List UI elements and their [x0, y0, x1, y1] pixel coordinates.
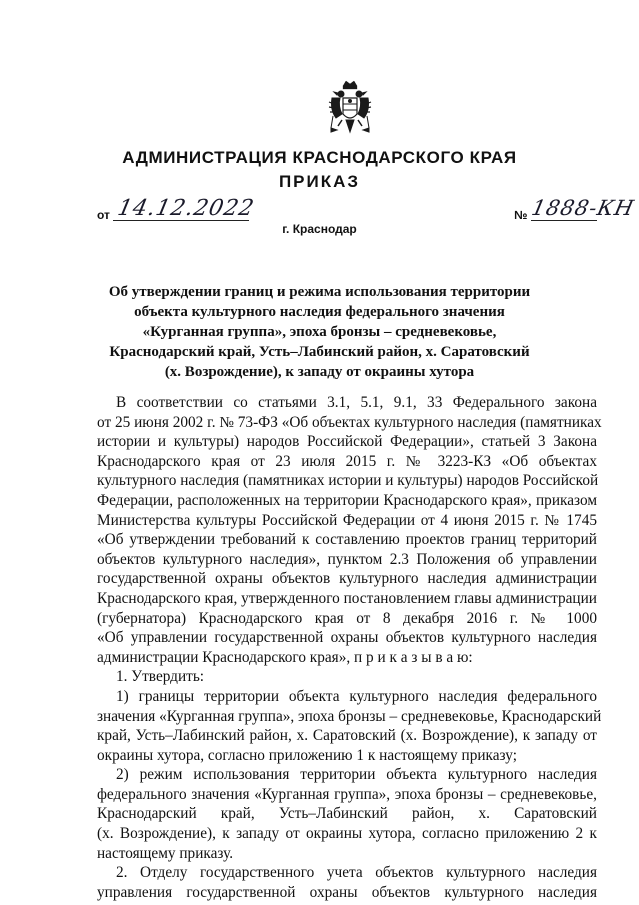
- body-line: 2. Отделу государственного учета объектов культурного наследия: [116, 864, 597, 882]
- document-heading: [100, 282, 539, 382]
- handwritten-date: 14.12.2022: [115, 196, 257, 221]
- heading-line: Краснодарский край, Усть–Лабинский район, х. Саратовский: [109, 344, 530, 360]
- body-line: Краснодарского края от 23 июля 2015 г. № 3223-КЗ «Об объектах: [97, 452, 597, 470]
- city-line: г. Краснодар: [282, 222, 357, 236]
- number-underline: [531, 220, 597, 221]
- body-line: Краснодарский край, Усть–Лабинский район, х. Саратовский: [97, 805, 597, 823]
- body-line: (х. Возрождение), к западу от окраины хутора, согласно приложению 2 к: [97, 825, 597, 843]
- document-type: ПРИКАЗ: [278, 172, 361, 191]
- organization-title: АДМИНИСТРАЦИЯ КРАСНОДАРСКОГО КРАЯ: [122, 148, 517, 167]
- body-line: край, Усть–Лабинский район, х. Саратовский (х. Возрождение), к западу от: [97, 727, 597, 745]
- body-line: объектов культурного наследия», пунктом 2.3 Положения об управлении: [97, 550, 597, 568]
- handwritten-number: 1888-КН: [529, 196, 637, 220]
- body-line: (губернатора) Краснодарского края от 8 декабря 2016 г. № 1000: [97, 609, 597, 627]
- body-line: окраины хутора, согласно приложению 1 к настоящему приказу;: [97, 746, 517, 764]
- body-line: 2) режим использования территории объекта культурного наследия: [116, 766, 597, 784]
- heading-line: Об утверждении границ и режима использования территории: [108, 284, 531, 300]
- document-body: [97, 393, 602, 902]
- body-line: 1) границы территории объекта культурного наследия федерального: [116, 687, 597, 705]
- body-line: управления государственной охраны объектов культурного наследия: [97, 883, 597, 901]
- heading-line: (х. Возрождение), к западу от окраины хутора: [164, 364, 475, 380]
- number-label: №: [514, 208, 528, 222]
- body-line: «Об утверждении требований к составлению проектов границ территорий: [97, 531, 597, 549]
- date-label: от: [97, 208, 110, 222]
- body-line: Краснодарского края, утвержденного постановлением главы администрации: [97, 589, 597, 607]
- body-line: 1. Утвердить:: [116, 668, 205, 686]
- body-line: значения «Курганная группа», эпоха бронзы – средневековье, Краснодарский: [97, 707, 602, 725]
- coat-of-arms-icon: [328, 80, 372, 136]
- body-line: Федерации, расположенных на территории Краснодарского края», приказом: [97, 491, 597, 509]
- body-line: государственной охраны объектов культурного наследия администрации: [97, 570, 597, 588]
- body-line: настоящему приказу.: [97, 844, 234, 862]
- heading-line: «Курганная группа», эпоха бронзы – средневековье,: [142, 324, 497, 340]
- body-line: культурного наследия (памятниках истории и культуры) народов Российской: [97, 472, 599, 490]
- body-line: федерального значения «Курганная группа», эпоха бронзы – средневековье,: [97, 785, 597, 803]
- body-line: «Об управлении государственной охраны объектов культурного наследия: [97, 629, 597, 647]
- heading-line: объекта культурного наследия федерального значения: [134, 304, 505, 320]
- body-line: В соответствии со статьями 3.1, 5.1, 9.1, 33 Федерального закона: [116, 394, 597, 411]
- body-line: от 25 июня 2002 г. № 73-ФЗ «Об объектах культурного наследия (памятниках: [97, 413, 602, 431]
- body-line: Министерства культуры Российской Федерации от 4 июня 2015 г. № 1745: [97, 511, 597, 529]
- body-line: истории и культуры) народов Российской Федерации», статьей 3 Закона: [97, 433, 597, 451]
- body-line: администрации Краснодарского края», п р и к а з ы в а ю:: [97, 648, 473, 666]
